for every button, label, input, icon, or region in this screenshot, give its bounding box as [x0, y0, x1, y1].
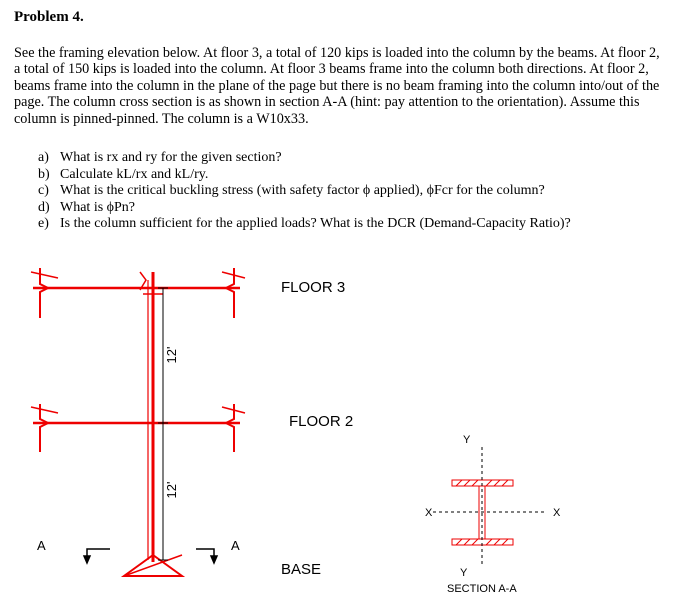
beam-break-floor2-left [31, 404, 58, 452]
dimension-upper-label: 12' [164, 346, 179, 364]
section-cut-arrowhead-left [84, 556, 90, 563]
axis-x-left-label: X [425, 507, 433, 519]
question-text: What is rx and ry for the given section? [60, 150, 282, 165]
section-cut-arrowhead-right [211, 556, 217, 563]
beam-break-floor3-left [31, 268, 58, 318]
section-title: SECTION A-A [447, 583, 517, 595]
elevation-drawing [31, 268, 245, 576]
floor3-label: FLOOR 3 [281, 279, 346, 296]
section-cut-label-left: A [37, 538, 46, 553]
dimension-lower-label: 12' [164, 481, 179, 499]
base-label: BASE [281, 561, 322, 578]
axis-y-bottom-label: Y [460, 567, 468, 579]
section-cut-label-right: A [231, 538, 240, 553]
question-text: Is the column sufficient for the applied loads? What is the DCR (Demand-Capacity Ratio)? [60, 216, 571, 232]
section-axes [433, 447, 546, 565]
section-a-a-drawing [425, 434, 561, 595]
question-label: a) [38, 150, 49, 165]
question-label: c) [38, 183, 49, 199]
question-label: e) [38, 216, 49, 232]
question-label: d) [38, 199, 50, 215]
axis-y-top-label: Y [463, 434, 471, 446]
question-label: b) [38, 166, 50, 182]
question-text: Calculate kL/rx and kL/ry. [60, 166, 209, 182]
beam-break-floor2-right [222, 404, 245, 452]
beam-break-floor3-right [222, 268, 245, 318]
axis-x-right-label: X [553, 507, 561, 519]
problem-statement-text: See the framing elevation below. At floor 3, a total of 120 kips is loaded into the column by the beams. At floor 2, a total of 150 kips is loaded into the column. At floor 3 beams frame into the column both directions. At floor 2, beams frame into the column in the plane of the page but there is no beam framing into the column into/out of the page. The column cross section is as shown in section A-A (hint: pay attention to the orientation). Assume this column is pinned-pinned. The column is a W10x33. [14, 45, 660, 127]
floor2-label: FLOOR 2 [289, 413, 354, 430]
question-text: What is ϕPn? [60, 199, 136, 215]
question-text: What is the critical buckling stress (with safety factor ϕ applied), ϕFcr for the column? [60, 183, 545, 199]
problem-title: Problem 4. [14, 9, 84, 25]
